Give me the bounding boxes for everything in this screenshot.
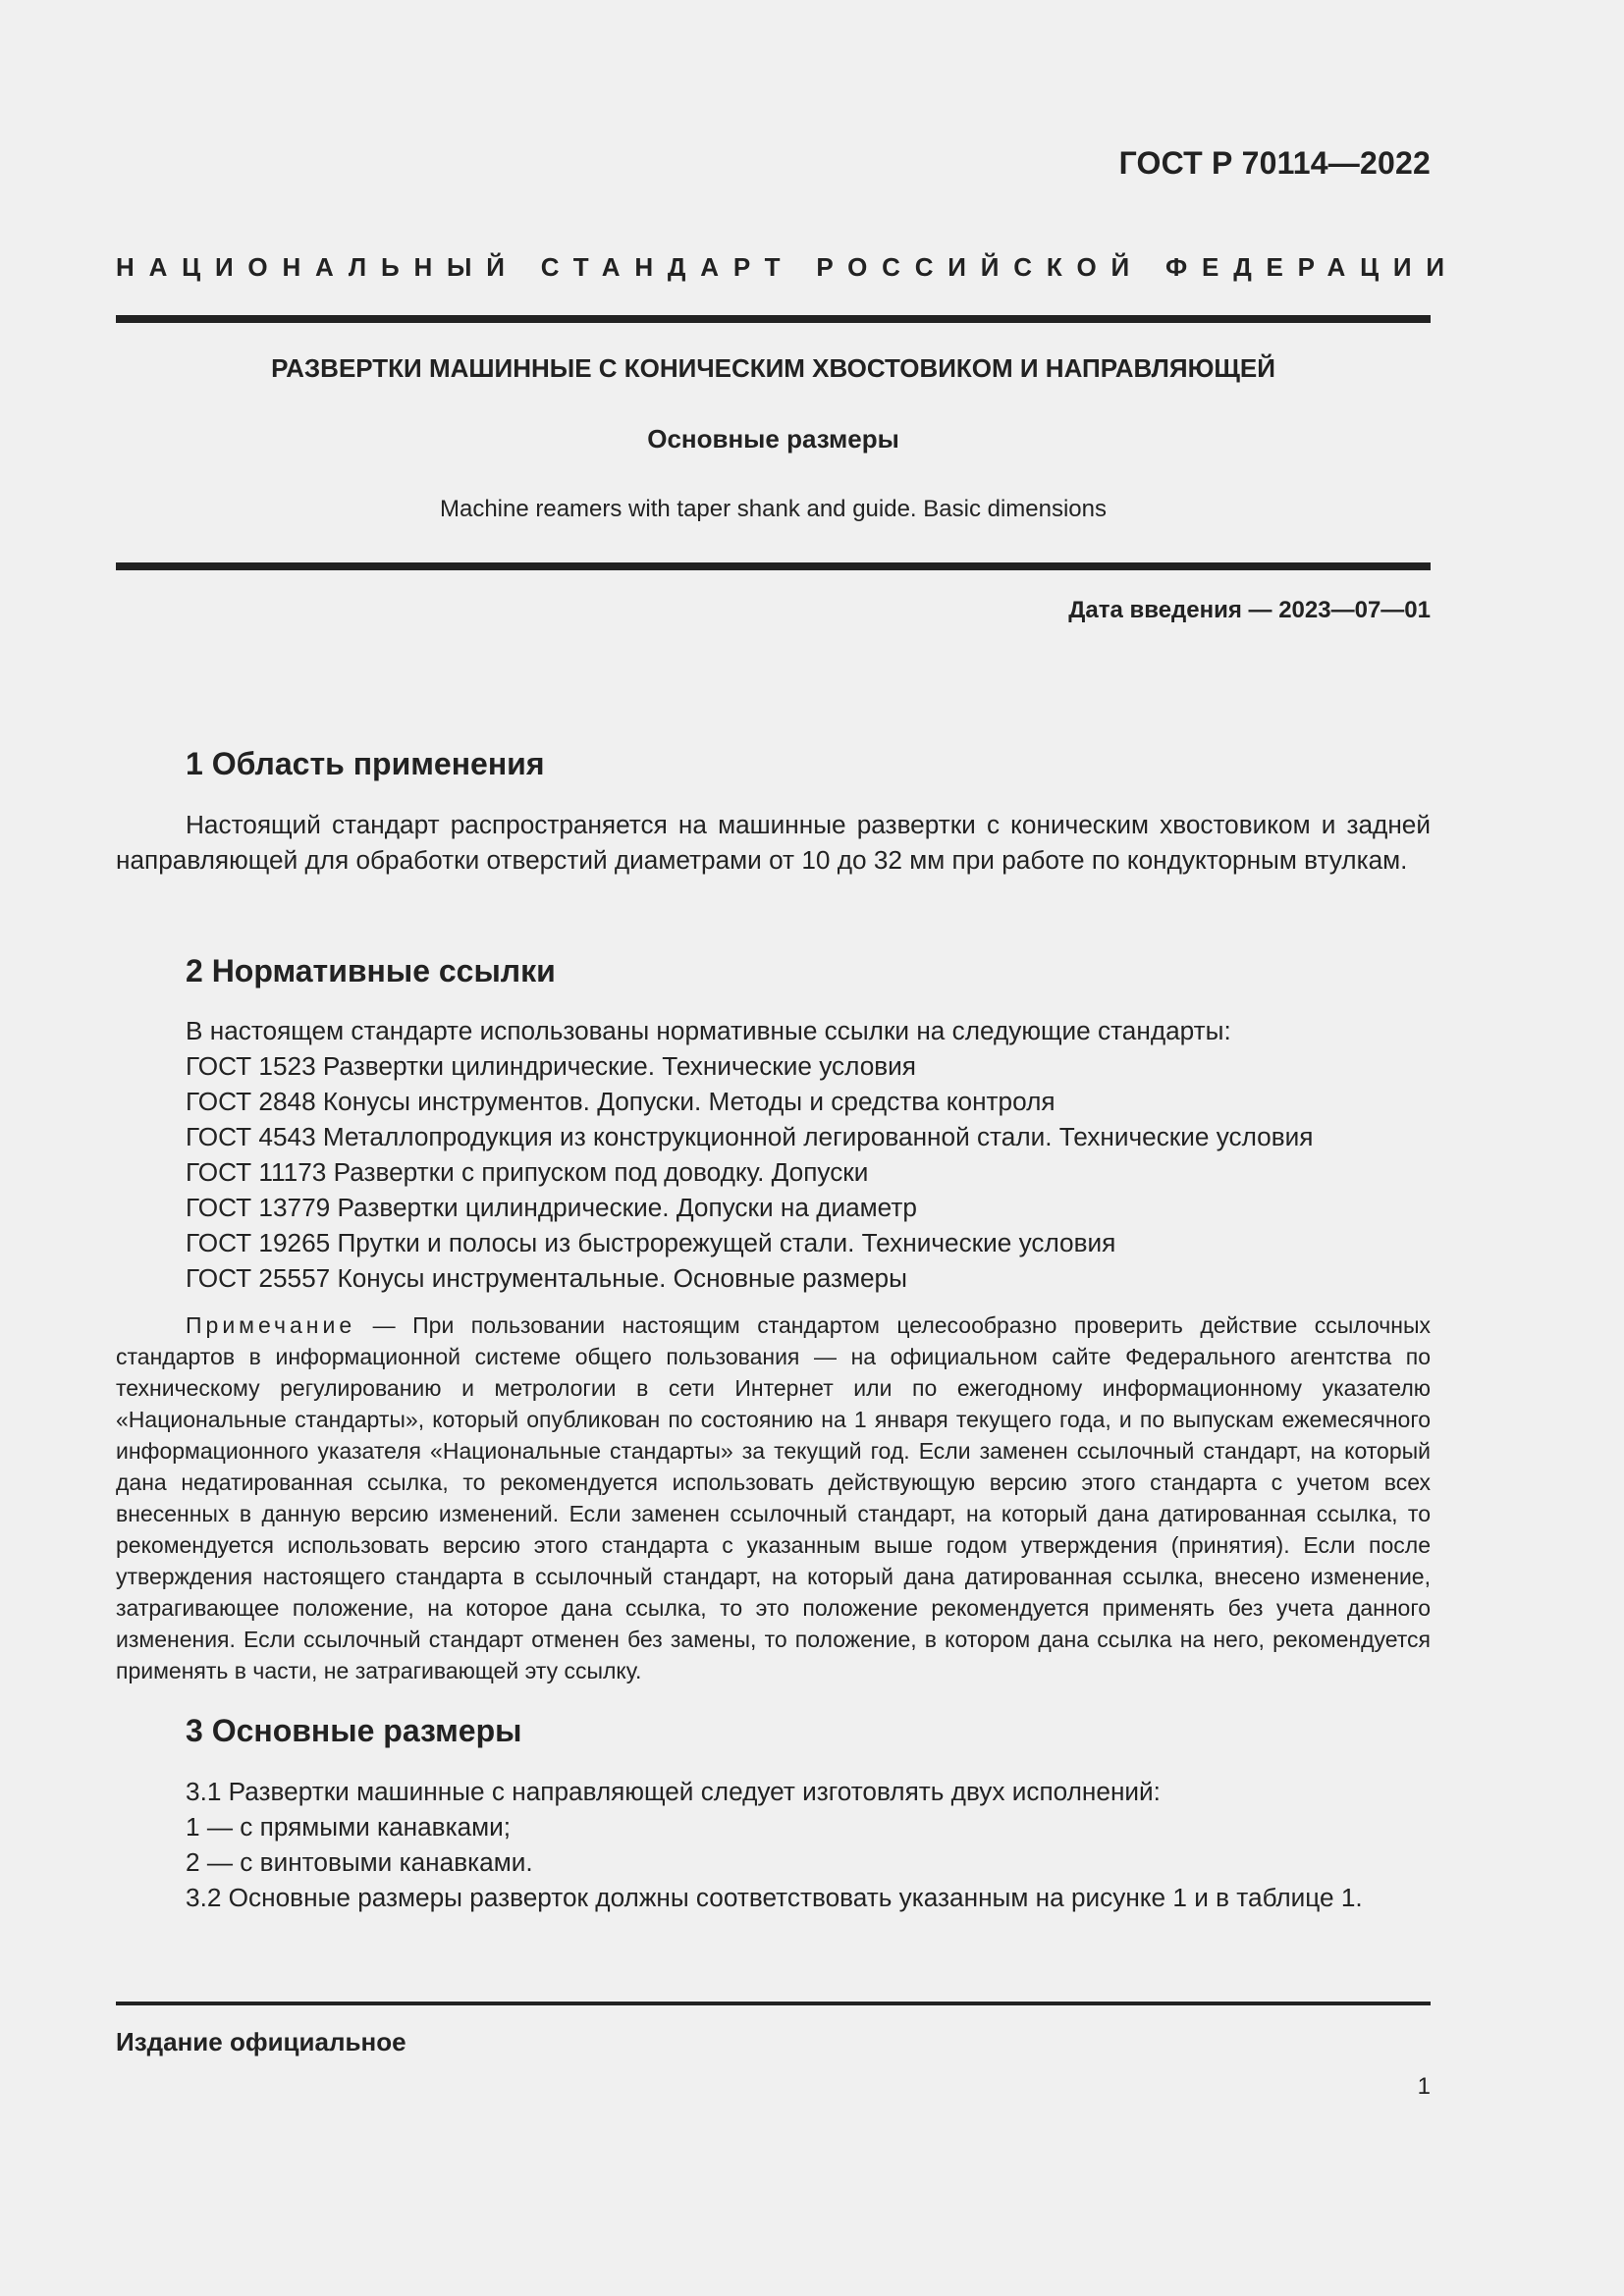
header-rule xyxy=(116,315,1431,323)
reference-item: ГОСТ 2848 Конусы инструментов. Допуски. Методы и средства контроля xyxy=(186,1087,1056,1116)
references-note xyxy=(116,1309,1431,1686)
national-standard-label: НАЦИОНАЛЬНЫЙ СТАНДАРТ РОССИЙСКОЙ ФЕДЕРАЦИИ xyxy=(116,252,1459,282)
section-3-line: 3.1 Развертки машинные с направляющей следует изготовлять двух исполнений: xyxy=(186,1777,1161,1806)
section-3-line: 3.2 Основные размеры разверток должны соответствовать указанным на рисунке 1 и в таблице 1. xyxy=(186,1883,1363,1912)
section-3-heading: 3 Основные размеры xyxy=(186,1713,522,1748)
introduction-date: Дата введения — 2023—07—01 xyxy=(1068,597,1431,623)
note-label: Примечание xyxy=(186,1312,356,1338)
references-intro: В настоящем стандарте использованы нормативные ссылки на следующие стандарты: xyxy=(186,1016,1231,1045)
section-1-body: Настоящий стандарт распространяется на машинные развертки с коническим хвостовиком и задней направляющей для обработки отверстий диаметрами от 10 до 32 мм при работе по кондукторным втулкам. xyxy=(116,810,1431,875)
section-1-text xyxy=(116,807,1431,878)
references-list xyxy=(186,1048,1313,1296)
english-title: Machine reamers with taper shank and guide. Basic dimensions xyxy=(439,496,1108,522)
reference-item: ГОСТ 19265 Прутки и полосы из быстрорежущей стали. Технические условия xyxy=(186,1228,1116,1257)
section-3-line: 1 — с прямыми канавками; xyxy=(186,1812,512,1842)
reference-item: ГОСТ 4543 Металлопродукция из конструкционной легированной стали. Технические условия xyxy=(186,1122,1314,1151)
document-title: РАЗВЕРТКИ МАШИННЫЕ С КОНИЧЕСКИМ ХВОСТОВИКОМ И НАПРАВЛЯЮЩЕЙ xyxy=(271,353,1275,383)
reference-item: ГОСТ 13779 Развертки цилиндрические. Допуски на диаметр xyxy=(186,1193,917,1222)
section-2-heading: 2 Нормативные ссылки xyxy=(186,953,556,988)
edition-label: Издание официальное xyxy=(116,2027,406,2056)
footer-rule xyxy=(116,2002,1431,2005)
reference-item: ГОСТ 11173 Развертки с припуском под доводку. Допуски xyxy=(186,1157,869,1187)
reference-item: ГОСТ 1523 Развертки цилиндрические. Технические условия xyxy=(186,1051,916,1081)
document-id: ГОСТ Р 70114—2022 xyxy=(1118,145,1431,181)
document-subtitle: Основные размеры xyxy=(647,424,899,454)
page-number: 1 xyxy=(1417,2073,1431,2100)
section-1-heading: 1 Область применения xyxy=(186,746,545,781)
section-3-line: 2 — с винтовыми канавками. xyxy=(186,1847,533,1877)
title-rule xyxy=(116,562,1431,570)
reference-item: ГОСТ 25557 Конусы инструментальные. Основные размеры xyxy=(186,1263,907,1293)
note-text: — При пользовании настоящим стандартом целесообразно проверить действие ссылочных стандартов в информационной системе общего пользования — на официальном сайте Федерального агентства по техническому регулированию и метрологии в сети Интернет или по ежегодному информационному указателю «Национальные стандарты», который опубликован по состоянию на 1 января текущего года, и по выпускам ежемесячного информационного указателя «Национальные стандарты» за текущий год. Если заменен ссылочный стандарт, на который дана недатированная ссылка, то рекомендуется использовать действующую версию этого стандарта с учетом всех внесенных в данную версию изменений. Если заменен ссылочный стандарт, на который дана датированная ссылка, то рекомендуется использовать версию этого стандарта с указанным выше годом утверждения (принятия). Если после утверждения настоящего стандарта в ссылочный стандарт, на который дана датированная ссылка, внесено изменение, затрагивающее положение, на которое дана ссылка, то это положение рекомендуется применять без учета данного изменения. Если ссылочный стандарт отменен без замены, то положение, в котором дана ссылка на него, рекомендуется применять в части, не затрагивающей эту ссылку. xyxy=(116,1312,1431,1683)
